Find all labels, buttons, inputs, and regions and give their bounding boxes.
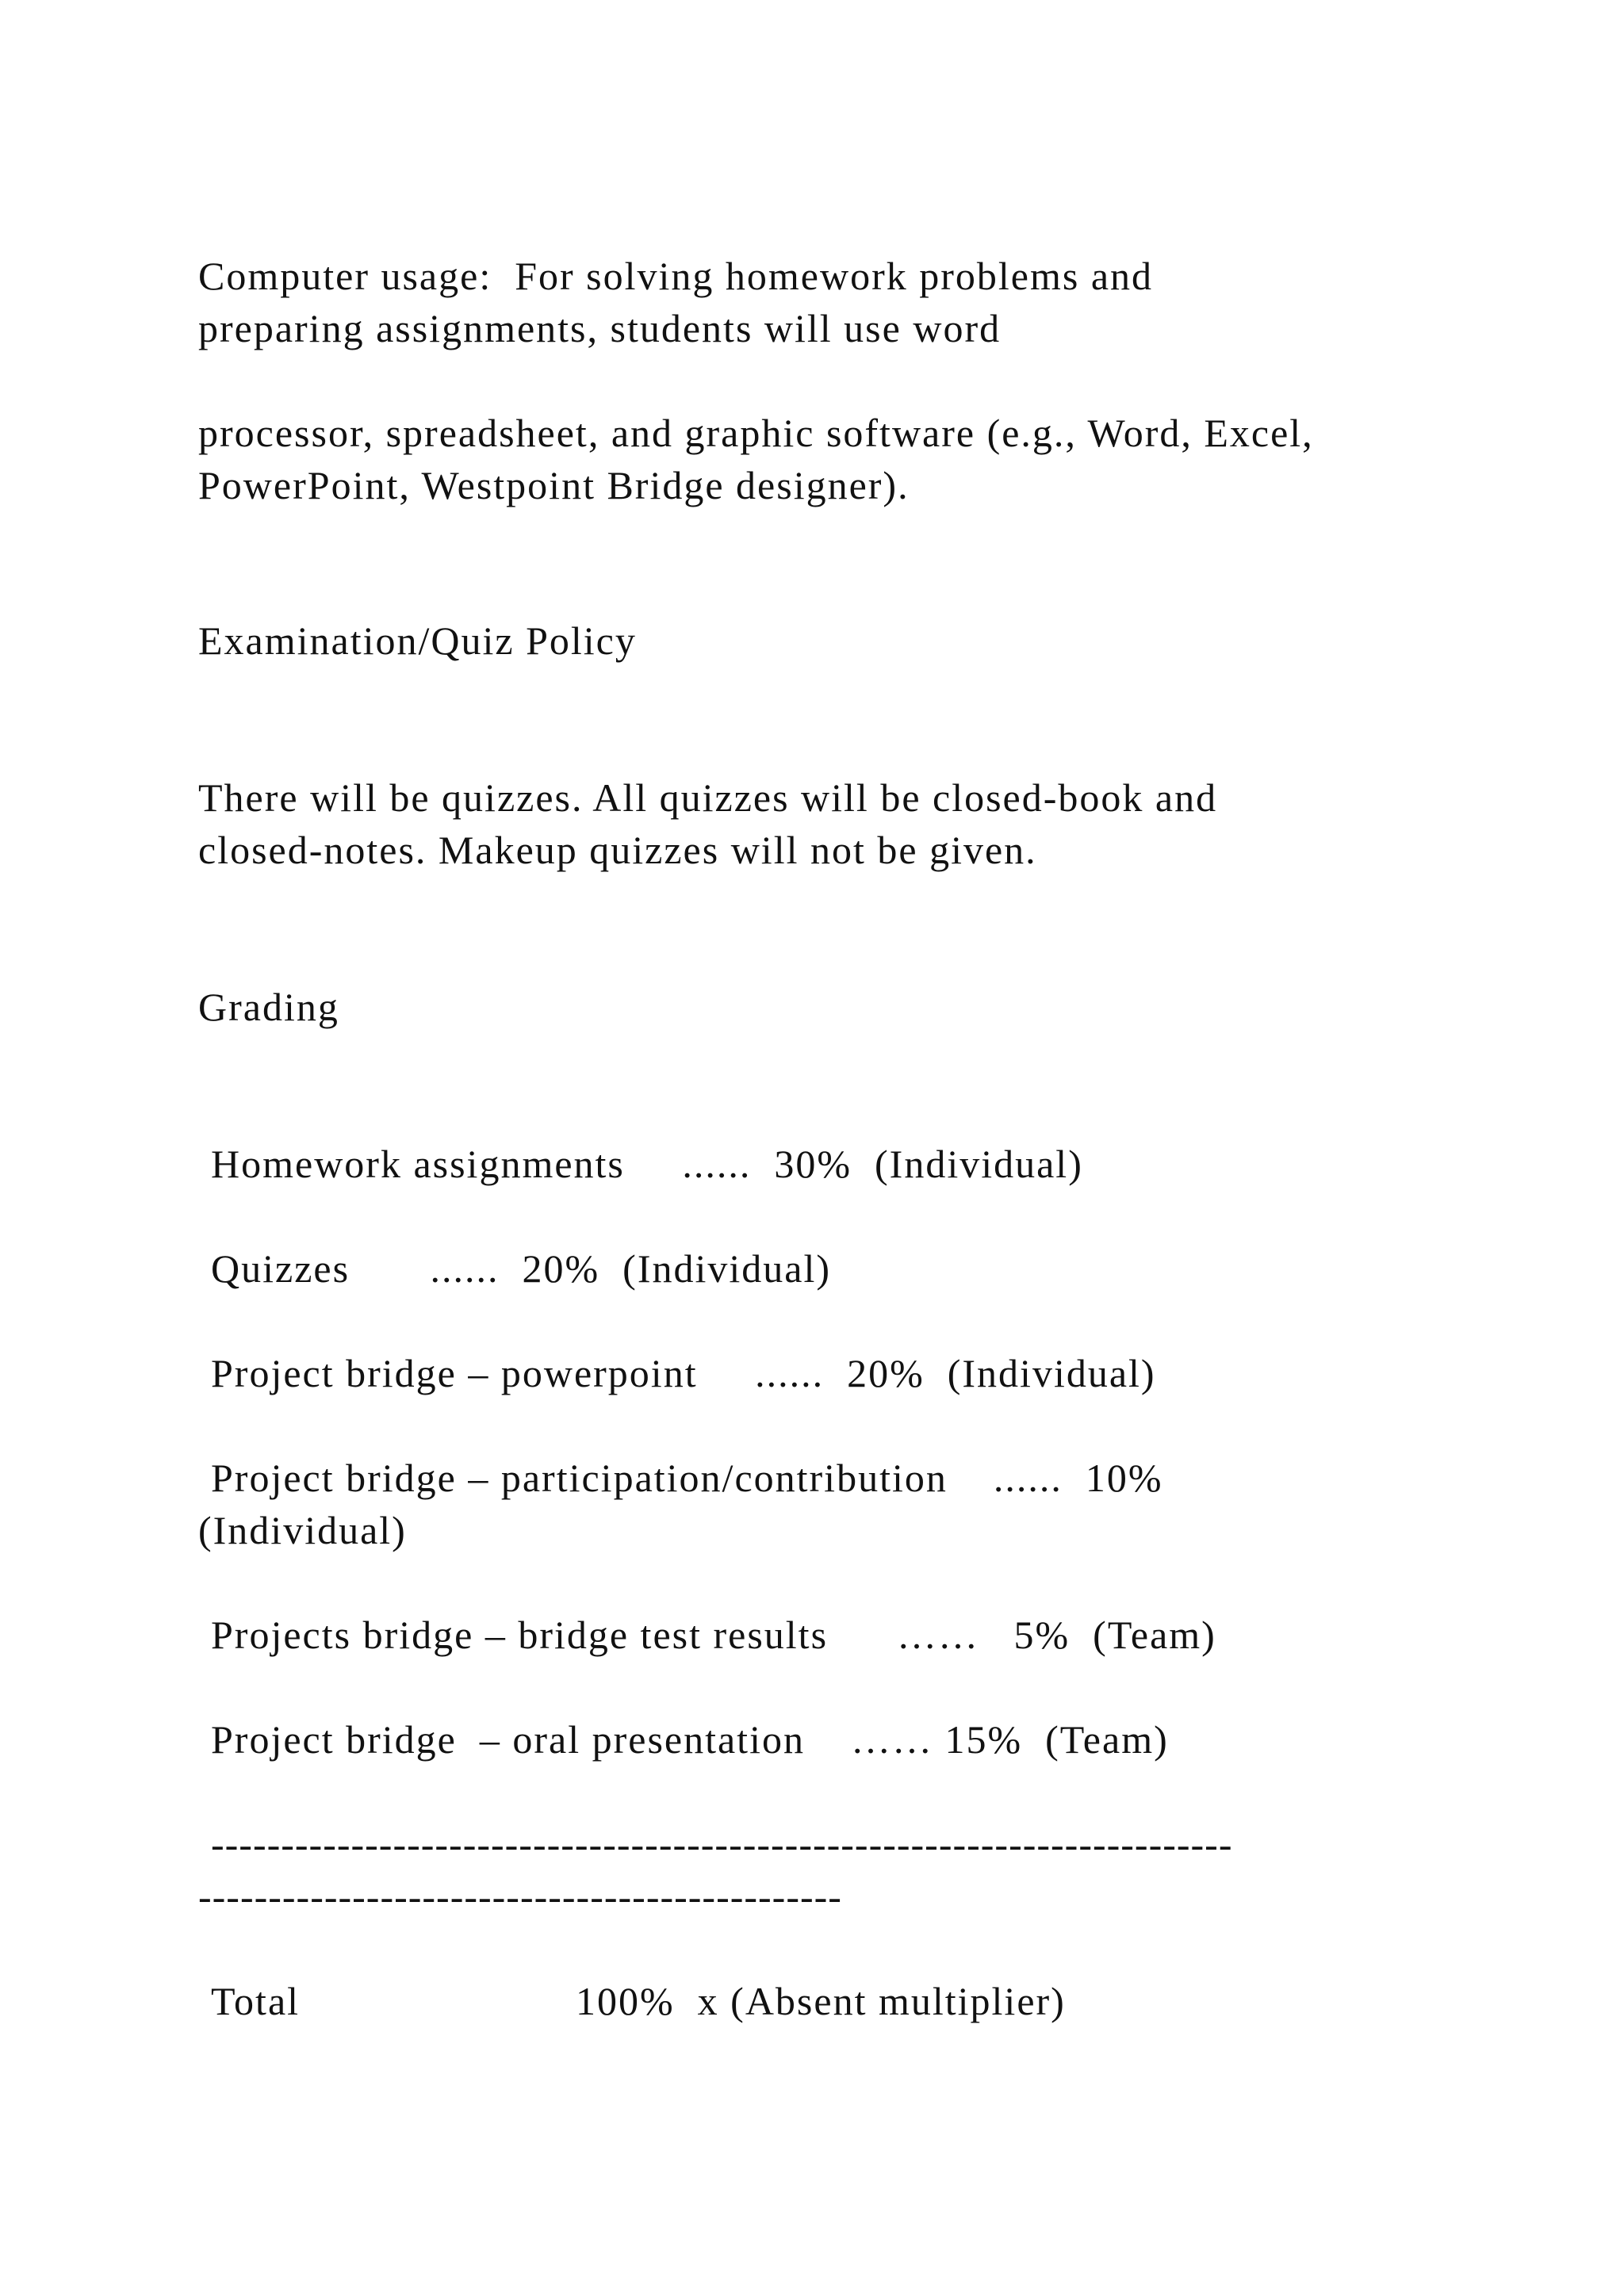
grading-item-participation: Project bridge – participation/contribution ...... 10% xyxy=(211,1456,1163,1500)
grading-total: Total 100% x (Absent multiplier) xyxy=(211,1979,1066,2023)
separator-line-2: ---------------------------------------------- xyxy=(198,1874,842,1919)
computer-usage-line-3: processor, spreadsheet, and graphic software (e.g., Word, Excel, xyxy=(198,411,1314,455)
computer-usage-line-1: Computer usage: For solving homework problems and xyxy=(198,254,1154,298)
exam-policy-line-1: There will be quizzes. All quizzes will be closed-book and xyxy=(198,775,1218,820)
exam-policy-heading: Examination/Quiz Policy xyxy=(198,618,637,663)
exam-policy-line-2: closed-notes. Makeup quizzes will not be given. xyxy=(198,828,1037,872)
grading-item-quizzes: Quizzes ...... 20% (Individual) xyxy=(211,1246,832,1291)
separator-line-1: ------------------------------------------------------------------------- xyxy=(211,1822,1233,1866)
grading-item-test-results: Projects bridge – bridge test results …… 5% (Team) xyxy=(211,1613,1216,1657)
grading-item-powerpoint: Project bridge – powerpoint ...... 20% (Individual) xyxy=(211,1351,1156,1395)
grading-heading: Grading xyxy=(198,985,339,1029)
grading-item-participation-continuation: (Individual) xyxy=(198,1508,407,1552)
grading-item-oral-presentation: Project bridge – oral presentation …… 15% (Team) xyxy=(211,1717,1169,1762)
computer-usage-line-4: PowerPoint, Westpoint Bridge designer). xyxy=(198,463,910,507)
computer-usage-line-2: preparing assignments, students will use word xyxy=(198,306,1002,350)
grading-item-homework: Homework assignments ...... 30% (Individual) xyxy=(211,1142,1083,1186)
